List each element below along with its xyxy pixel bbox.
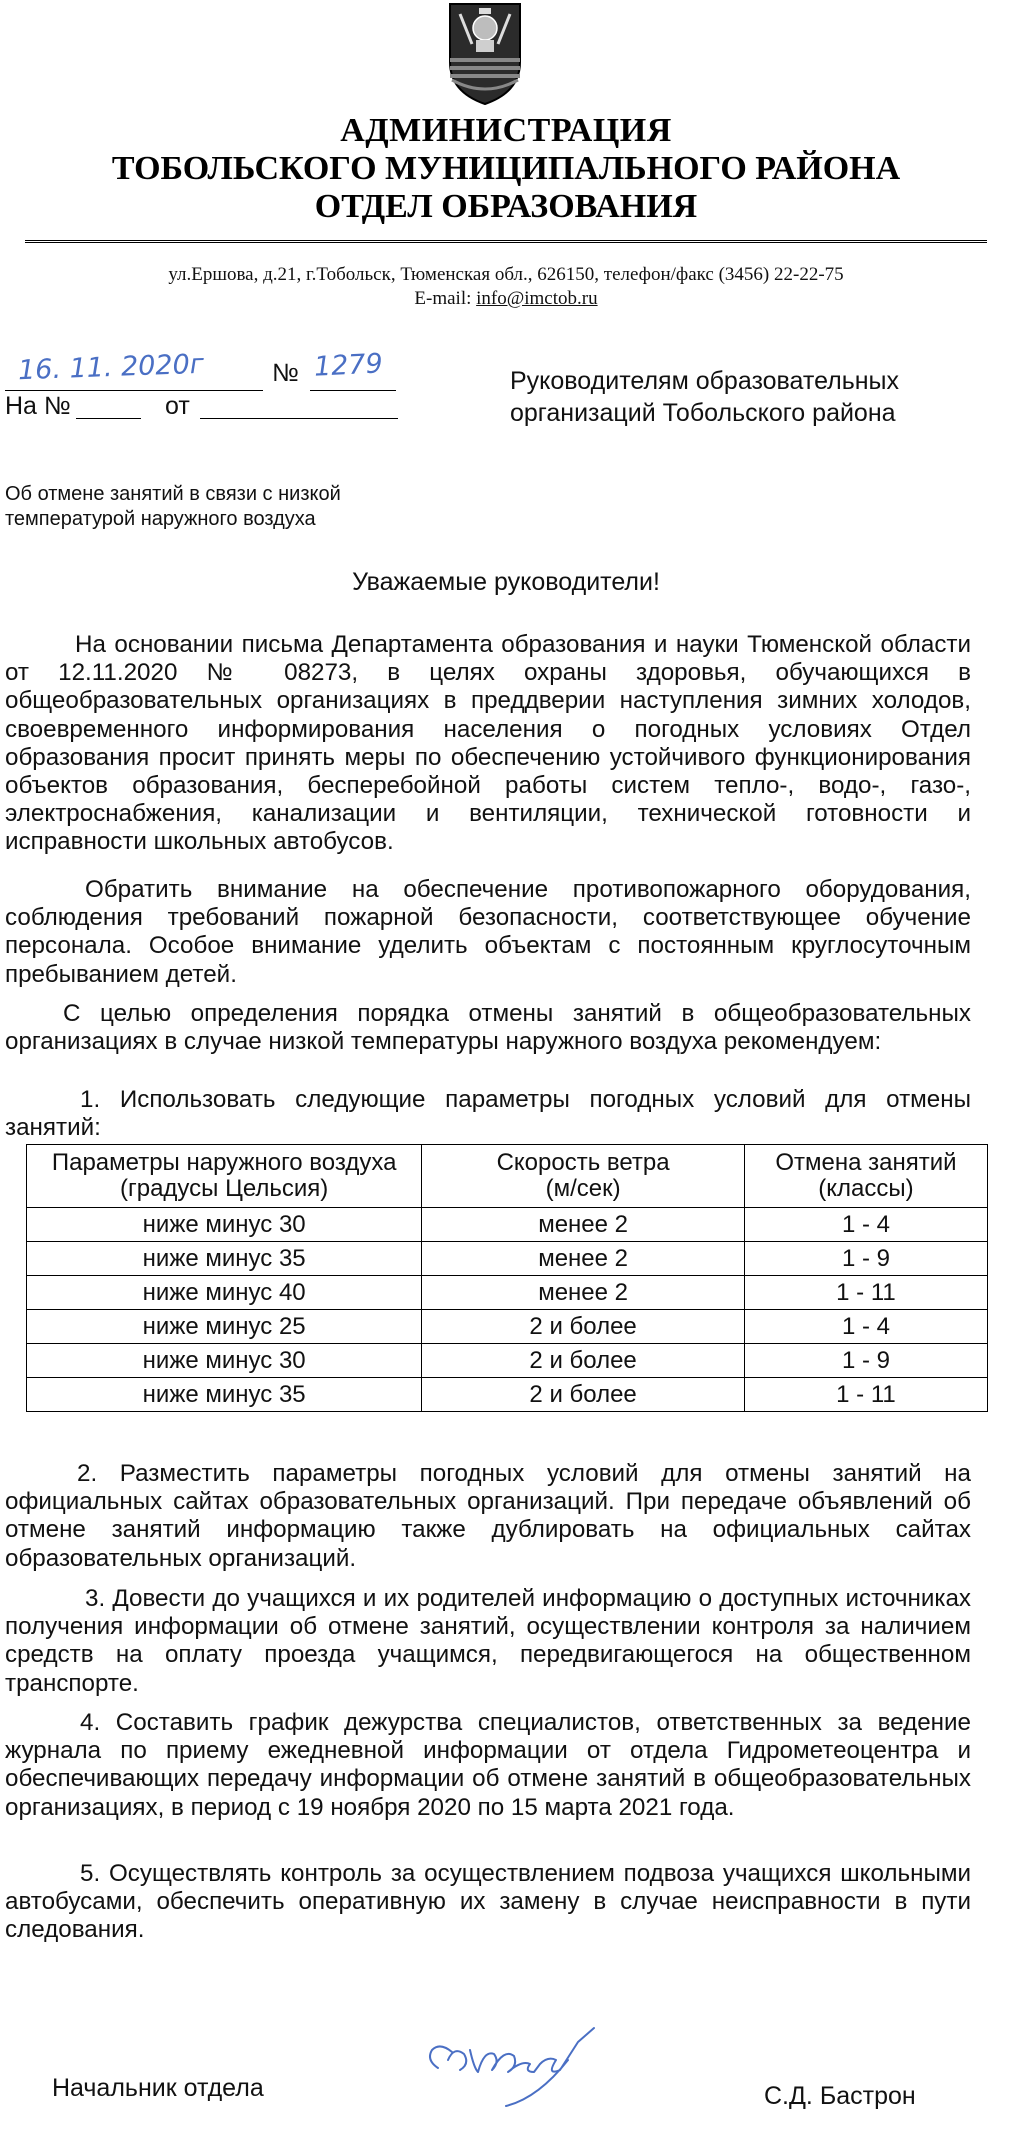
table-cell: 2 и более (422, 1344, 745, 1378)
outgoing-number: 1279 (313, 348, 384, 383)
table-row (27, 1310, 988, 1344)
table-row (27, 1208, 988, 1242)
table-row (27, 1276, 988, 1310)
recipient-block (510, 365, 899, 429)
body-paragraph-7: 4. Составить график дежурства специалистов, ответственных за ведение журнала по приему ежедневной информации от отдела Гидрометеоцентра и обеспечивающих передачу информации об отмене занятий в общеобразовательных организациях, в период с 19 ноября 2020 по 15 марта 2021 года. (5, 1709, 971, 1821)
coat-of-arms-emblem (446, 0, 524, 108)
table-row (27, 1378, 988, 1412)
reply-number-blank (76, 392, 141, 419)
body-paragraph-2: Обратить внимание на обеспечение противопожарного оборудования, соблюдения требований пожарной безопасности, соответствующее обучение персонала. Особое внимание уделить объектам с постоянным круглосуточным пребыванием детей. (5, 876, 971, 988)
table-cell: ниже минус 35 (27, 1242, 422, 1276)
table-cell: 1 - 11 (744, 1378, 987, 1412)
outgoing-date: 16. 11. 2020г (17, 348, 205, 387)
table-row (27, 1344, 988, 1378)
table-header-temperature: Параметры наружного воздуха (градусы Цельсия) (27, 1145, 422, 1208)
body-paragraph-1: На основании письма Департамента образования и науки Тюменской области от 12.11.2020 № 08273, в целях охраны здоровья, обучающихся в общеобразовательных организациях в преддверии наступления зимних холодов, своевременного информирования населения о погодных условиях Отдел образования просит принять меры по обеспечению устойчивого функционирования объектов образования, бесперебойной работы систем тепло-, водо-, газо-, электроснабжения, канализации и вентиляции, технической готовности и исправности школьных автобусов. (5, 631, 971, 856)
table-cell: ниже минус 35 (27, 1378, 422, 1412)
table-cell: ниже минус 25 (27, 1310, 422, 1344)
table-cell: ниже минус 30 (27, 1344, 422, 1378)
table-cell: 2 и более (422, 1378, 745, 1412)
body-paragraph-6: 3. Довести до учащихся и их родителей информацию о доступных источниках получения информации об отмене занятий, осуществлении контроля за наличием средств на оплату проезда учащимся, передвигающегося на общественном транспорте. (5, 1585, 971, 1697)
reply-date-blank (200, 392, 398, 419)
handwritten-signature (418, 2020, 608, 2110)
body-paragraph-3: С целью определения порядка отмены занятий в общеобразовательных организациях в случае низкой температуры наружного воздуха рекомендуем: (5, 1000, 971, 1056)
org-email-line (0, 288, 1012, 310)
table-cell: ниже минус 30 (27, 1208, 422, 1242)
body-paragraph-4: 1. Использовать следующие параметры погодных условий для отмены занятий: (5, 1086, 971, 1142)
subject-line1: Об отмене занятий в связи с низкой (5, 483, 341, 505)
signatory-name: С.Д. Бастрон (764, 2082, 916, 2110)
table-cell: менее 2 (422, 1276, 745, 1310)
reply-date-label: от (165, 392, 190, 420)
greeting: Уважаемые руководители! (352, 568, 660, 596)
reply-number-label: На № (5, 392, 71, 420)
org-title-line2: ТОБОЛЬСКОГО МУНИЦИПАЛЬНОГО РАЙОНА (111, 150, 901, 187)
table-cell: 1 - 9 (744, 1344, 987, 1378)
table-cell: 1 - 9 (744, 1242, 987, 1276)
org-address: ул.Ершова, д.21, г.Тобольск, Тюменская обл., 626150, телефон/факс (3456) 22-22-75 (168, 264, 844, 285)
table-header-row (27, 1145, 988, 1208)
table-row (27, 1242, 988, 1276)
email-link[interactable]: info@imctob.ru (476, 288, 598, 309)
table-cell: менее 2 (422, 1242, 745, 1276)
table-cell: ниже минус 40 (27, 1276, 422, 1310)
org-title-line1: АДМИНИСТРАЦИЯ (340, 112, 672, 149)
table-cell: 1 - 4 (744, 1208, 987, 1242)
table-header-wind: Скорость ветра (м/сек) (422, 1145, 745, 1208)
table-cell: 1 - 4 (744, 1310, 987, 1344)
subject-block (5, 482, 341, 532)
body-paragraph-5: 2. Разместить параметры погодных условий для отмены занятий на официальных сайтах образовательных организаций. При передаче объявлений об отмене занятий информацию также дублировать на официальных сайтах образовательных организаций. (5, 1460, 971, 1572)
table-header-classes: Отмена занятий (классы) (744, 1145, 987, 1208)
table-cell: 1 - 11 (744, 1276, 987, 1310)
body-paragraph-8: 5. Осуществлять контроль за осуществлением подвоза учащихся школьными автобусами, обеспечить оперативную их замену в случае неисправности в пути следования. (5, 1860, 971, 1944)
recipient-line2: организаций Тобольского района (510, 399, 896, 427)
subject-line2: температурой наружного воздуха (5, 508, 316, 530)
org-title-line3: ОТДЕЛ ОБРАЗОВАНИЯ (314, 188, 698, 225)
number-label: № (272, 359, 299, 387)
email-label: E-mail: (414, 288, 477, 309)
table-cell: менее 2 (422, 1208, 745, 1242)
cancellation-parameters-table (26, 1144, 988, 1412)
signatory-title: Начальник отдела (52, 2074, 264, 2102)
table-cell: 2 и более (422, 1310, 745, 1344)
header-divider (25, 240, 987, 243)
recipient-line1: Руководителям образовательных (510, 367, 900, 395)
